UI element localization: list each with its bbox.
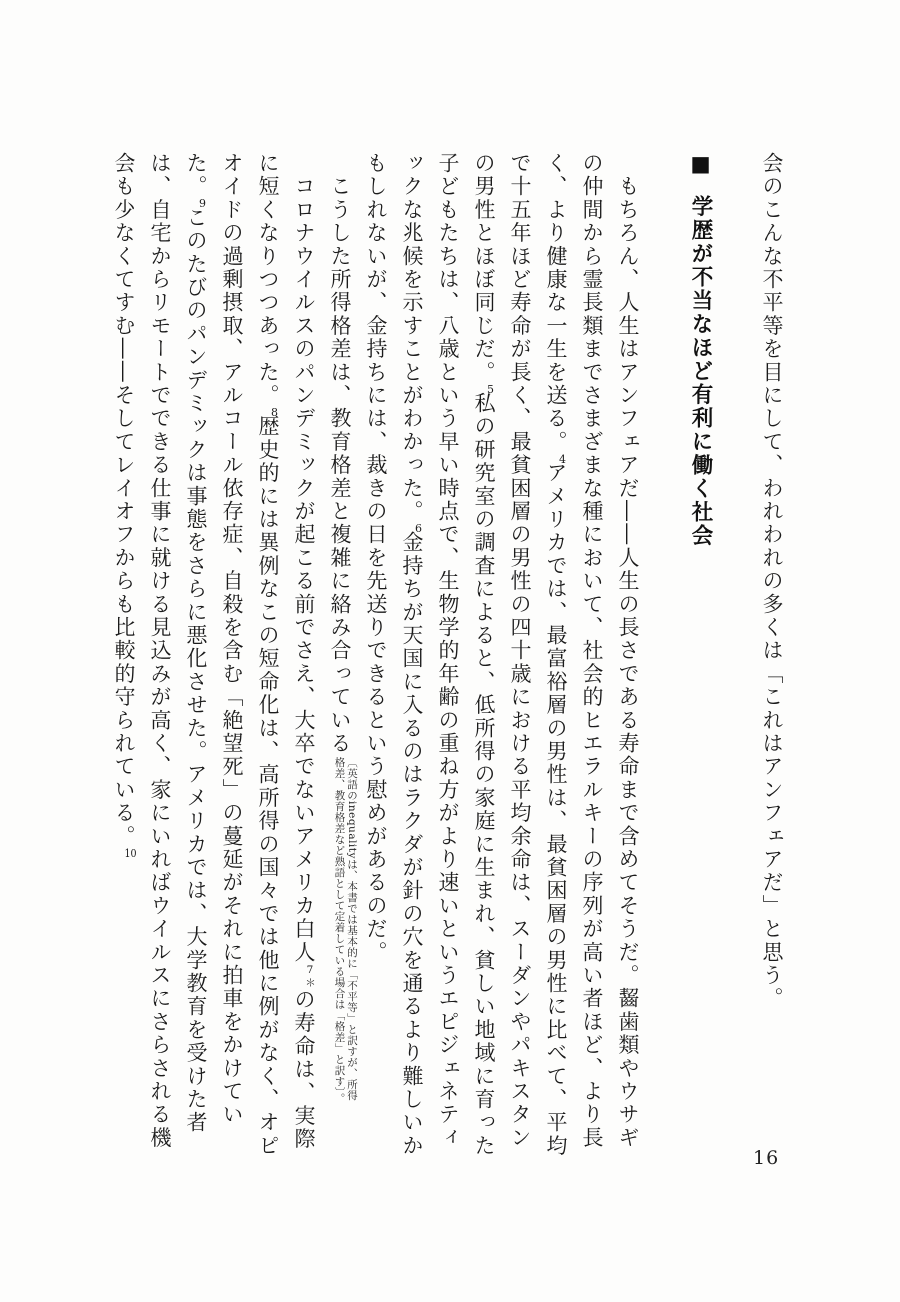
paragraph: [106, 152, 322, 1162]
text-run: このたびのパンデミックは事態をさらに悪化させた。アメリカでは、大学教育を受けた者は、自宅からリモートでできる仕事に就ける見込みが高く、家にいればウイルスにさらされる機会も少なくてすむ――そしてレイオフからも比較的守られている。: [112, 152, 208, 1150]
footnote-ref: 4: [559, 453, 566, 465]
text-flow: [106, 152, 790, 1162]
footnote-ref: 9: [199, 198, 206, 210]
heading-square-icon: ■: [688, 152, 713, 179]
text-run: 会のこんな不平等を目にして、われわれの多くは「これはアンフェアだ」と思う。: [760, 152, 784, 1011]
text-run: 歴史的には異例なこの短命化は、高所得の国々では他に例がなく、オピオイドの過剰摂取、アルコール依存症、自殺を含む「絶望死」の蔓延がそれに拍車をかけていた。: [184, 152, 280, 1158]
footnote-ref: 10: [124, 848, 137, 859]
text-run: 金持ちが天国に入るのはラクダが針の穴を通るより難しいかもしれないが、金持ちには、裁きの日を先送りできるという慰めがあるのだ。: [364, 152, 424, 1158]
text-run: こうした所得格差は、教育格差と複雑に絡み合っている: [328, 152, 352, 756]
heading-label: 学歴が不当なほど有利に働く社会: [688, 195, 713, 548]
section-heading: [682, 152, 718, 1162]
inline-translator-note: 〔英語のinequalityは、本書では基本的に「不平等」と訳すが、所得格差、教育格差など熟語として定着している場合は「格差」と訳す〕。: [333, 757, 358, 1104]
footnote-ref-asterisk: 7＊: [304, 964, 316, 989]
paragraph: [322, 152, 358, 1162]
text-run: アメリカでは、最富裕層の男性は、最貧困層の男性に比べて、平均で十五年ほど寿命が長く、最貧困層の男性の四十歳における平均余命は、スーダンやパキスタンの男性とほぼ同じだ。: [472, 152, 568, 1158]
page-number: 16: [753, 1147, 780, 1169]
opening-line: [754, 152, 790, 1162]
text-run: もちろん、人生はアンフェアだ――人生の長さである寿命まで含めてそうだ。齧歯類やウサギの仲間から霊長類までさまざまな種において、社会的ヒエラルキーの序列が高い者ほど、より長く、より健康な一生を送る。: [544, 152, 640, 1150]
footnote-ref: 5: [487, 384, 494, 395]
footnote-ref: 8: [271, 407, 278, 419]
text-run: の寿命は、実際に短くなりつつあった。: [256, 152, 316, 1151]
footnote-ref: 6: [415, 523, 422, 535]
text-run: 私の研究室の調査によると、低所得の家庭に生まれ、貧しい地域に育った子どもたちは、八歳という早い時点で、生物学的年齢の重ね方がより速いというエピジェネティックな兆候を示すことがわかった。: [400, 152, 496, 1158]
text-run: コロナウイルスのパンデミックが起こる前でさえ、大卒でないアメリカ白人: [292, 152, 316, 964]
paragraph: [358, 152, 646, 1162]
